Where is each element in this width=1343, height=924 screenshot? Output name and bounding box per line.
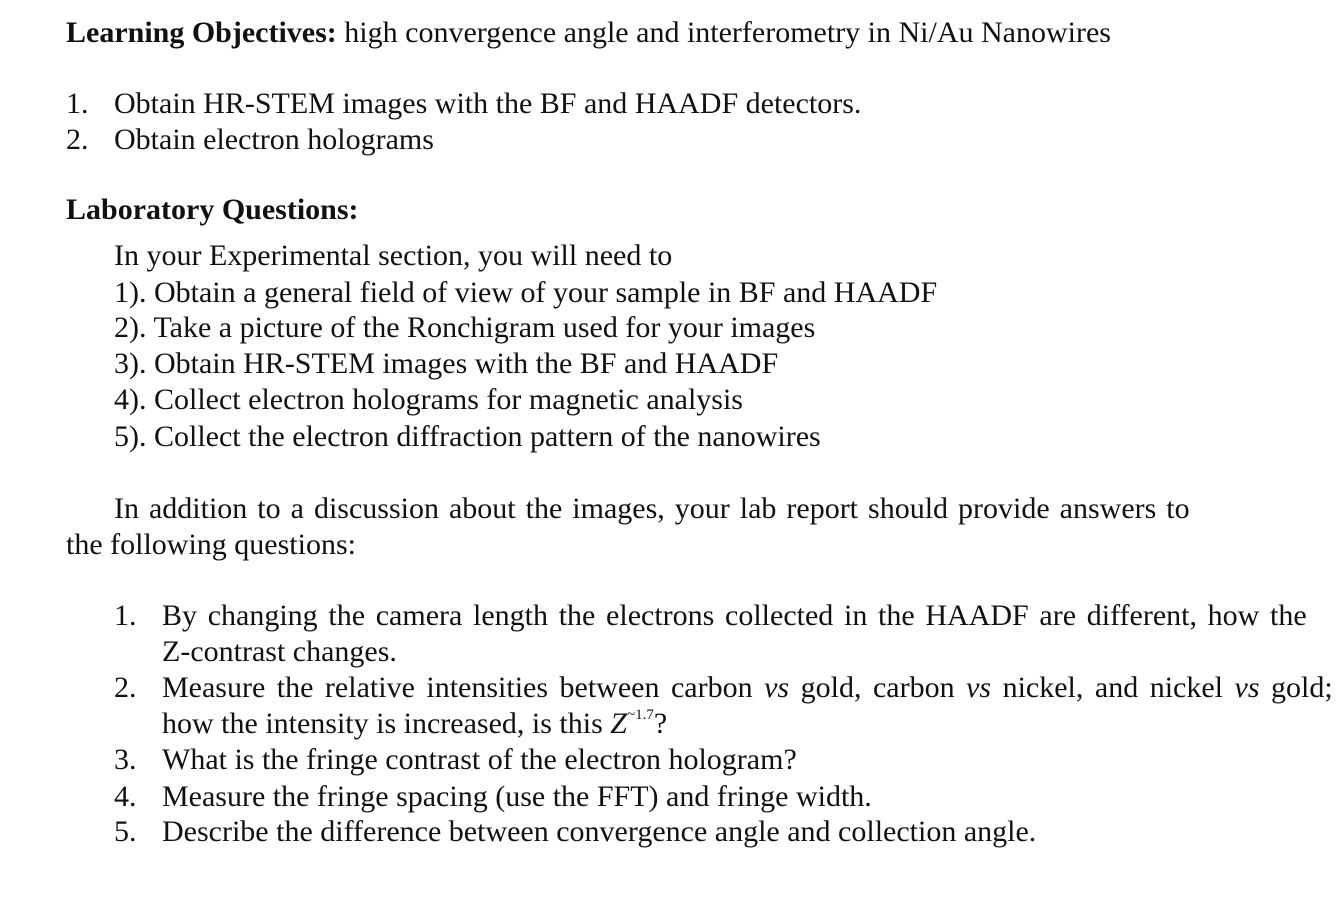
question-2-part-d: gold; [1271, 671, 1333, 704]
objective-1-number: 1. [66, 87, 89, 120]
question-mark: ? [653, 707, 668, 740]
step-5: 5). Collect the electron diffraction pattern of the nanowires [114, 420, 821, 453]
question-5-number: 5. [114, 815, 137, 848]
step-3: 3). Obtain HR-STEM images with the BF and HAADF [114, 347, 779, 380]
step-1: 1). Obtain a general field of view of your sample in BF and HAADF [114, 276, 938, 309]
versus-2: vs [966, 671, 992, 704]
learning-objectives-line [66, 15, 1111, 51]
versus-1: vs [764, 671, 790, 704]
question-2-part-a: Measure the relative intensities between carbon [162, 671, 753, 704]
addition-line-1-text: In addition to a discussion about the images, your lab report should provide answers to [114, 492, 1190, 525]
question-5-text: Describe the difference between convergence angle and collection angle. [162, 815, 1037, 848]
objective-2-number: 2. [66, 123, 89, 156]
objective-2-text: Obtain electron holograms [114, 123, 434, 156]
question-1-line-1: By changing the camera length the electrons collected in the HAADF are different, how the [162, 599, 1307, 632]
question-3-number: 3. [114, 743, 137, 776]
question-3-text: What is the fringe contrast of the electron hologram? [162, 743, 797, 776]
versus-3: vs [1234, 671, 1260, 704]
question-2-line-2 [162, 706, 667, 742]
step-2: 2). Take a picture of the Ronchigram used for your images [114, 311, 816, 344]
z-exponent: ~1.7 [626, 707, 654, 723]
question-2-part-c: nickel, and nickel [1002, 671, 1223, 704]
question-2-part-b: gold, carbon [800, 671, 955, 704]
question-2-number: 2. [114, 671, 137, 704]
laboratory-questions-heading: Laboratory Questions: [66, 193, 359, 226]
objective-1-text: Obtain HR-STEM images with the BF and HAADF detectors. [114, 87, 862, 120]
question-1-line-2: Z-contrast changes. [162, 635, 397, 668]
question-4-number: 4. [114, 780, 137, 813]
question-1-number: 1. [114, 599, 137, 632]
addition-paragraph-line-1 [114, 491, 1216, 527]
step-4: 4). Collect electron holograms for magnetic analysis [114, 383, 743, 416]
question-2-line-2-text: how the intensity is increased, is this [162, 707, 603, 740]
learning-objectives-label: Learning Objectives: [66, 16, 337, 49]
question-4-text: Measure the fringe spacing (use the FFT) and fringe width. [162, 780, 872, 813]
learning-objectives-text: high convergence angle and interferometry in Ni/Au Nanowires [344, 16, 1111, 49]
addition-paragraph-line-2: the following questions: [66, 528, 356, 561]
question-2-line-1 [162, 670, 1333, 706]
experimental-intro: In your Experimental section, you will need to [114, 239, 673, 272]
z-symbol: Z [610, 707, 627, 740]
